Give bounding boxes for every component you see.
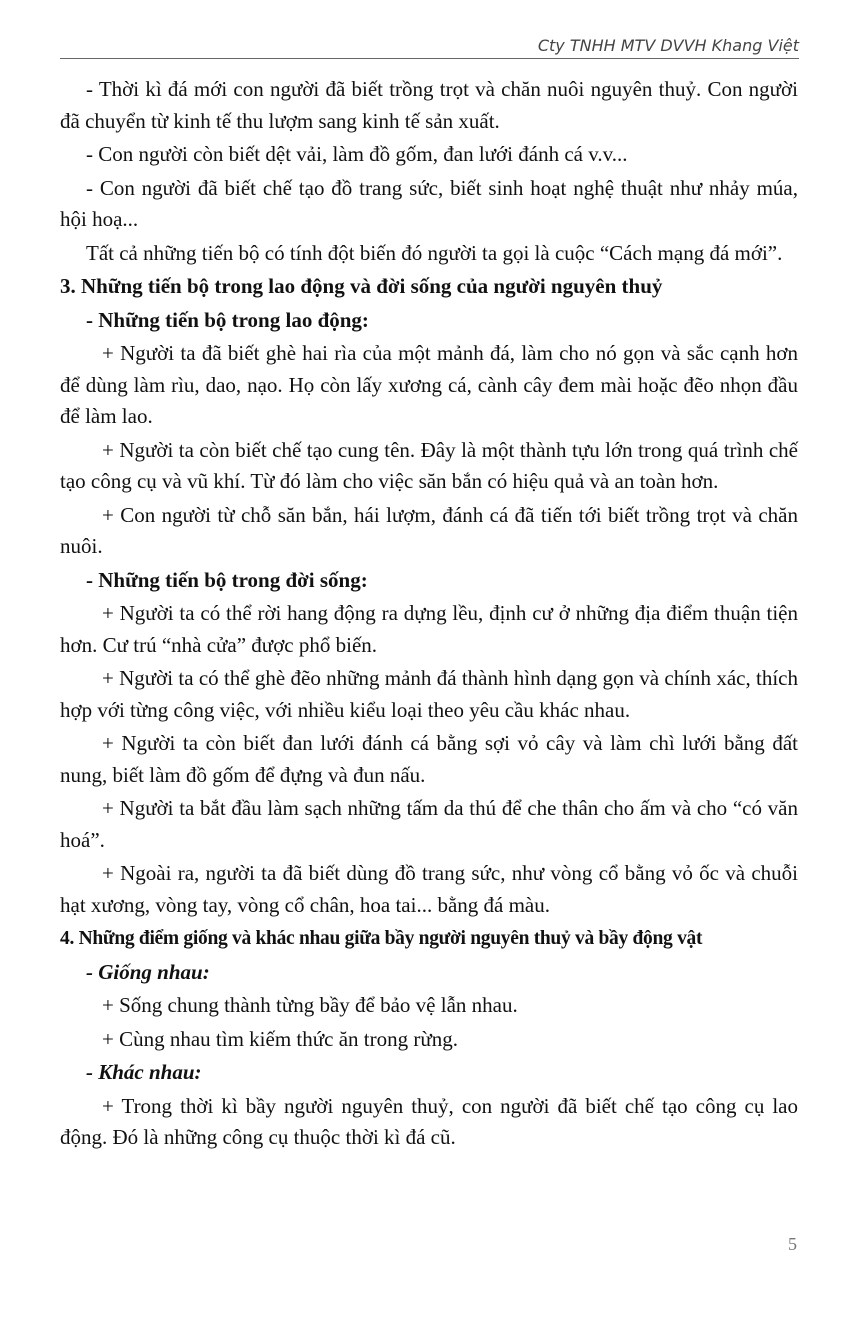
list-item: + Trong thời kì bầy người nguyên thuỷ, con người đã biết chế tạo công cụ lao động. Đó là những công cụ thuộc thời kì đá cũ. bbox=[60, 1093, 798, 1149]
publisher-name: Cty TNHH MTV DVVH Khang Việt bbox=[537, 36, 799, 55]
list-item: + Người ta bắt đầu làm sạch những tấm da thú để che thân cho ấm và cho “có văn hoá”. bbox=[60, 796, 798, 852]
list-item: + Ngoài ra, người ta đã biết dùng đồ trang sức, như vòng cổ bằng vỏ ốc và chuỗi hạt xương, vòng tay, vòng cổ chân, hoa tai... bằng đá màu. bbox=[60, 861, 798, 917]
page-body bbox=[60, 74, 798, 1156]
paragraph: - Con người còn biết dệt vải, làm đồ gốm, đan lưới đánh cá v.v... bbox=[86, 142, 628, 166]
paragraph: - Con người đã biết chế tạo đồ trang sức, biết sinh hoạt nghệ thuật như nhảy múa, hội hoạ... bbox=[60, 175, 798, 231]
labour-subheading: - Những tiến bộ trong lao động: bbox=[86, 307, 369, 332]
same-subheading: - Giống nhau: bbox=[86, 959, 210, 984]
list-item: + Người ta đã biết ghè hai rìa của một mảnh đá, làm cho nó gọn và sắc cạnh hơn để dùng làm rìu, dao, nạo. Họ còn lấy xương cá, cành cây đem mài hoặc đẽo nhọn đầu để làm lao. bbox=[60, 341, 798, 428]
list-item: + Cùng nhau tìm kiếm thức ăn trong rừng. bbox=[102, 1026, 458, 1051]
life-subheading: - Những tiến bộ trong đời sống: bbox=[86, 567, 368, 592]
list-item: + Sống chung thành từng bầy để bảo vệ lẫn nhau. bbox=[102, 993, 518, 1017]
list-item: + Người ta có thể rời hang động ra dựng lều, định cư ở những địa điểm thuận tiện hơn. Cư trú “nhà cửa” được phổ biến. bbox=[60, 601, 798, 657]
paragraph: Tất cả những tiến bộ có tính đột biến đó người ta gọi là cuộc “Cách mạng đá mới”. bbox=[86, 240, 783, 265]
list-item: + Người ta còn biết chế tạo cung tên. Đây là một thành tựu lớn trong quá trình chế tạo công cụ và vũ khí. Từ đó làm cho việc săn bắn có hiệu quả và an toàn hơn. bbox=[60, 437, 798, 493]
diff-subheading: - Khác nhau: bbox=[86, 1060, 202, 1084]
page-number: 5 bbox=[788, 1234, 797, 1254]
section-4-heading: 4. Những điểm giống và khác nhau giữa bầy người nguyên thuỷ và bầy động vật bbox=[60, 928, 703, 949]
list-item: + Con người từ chỗ săn bắn, hái lượm, đánh cá đã tiến tới biết trồng trọt và chăn nuôi. bbox=[60, 502, 798, 558]
list-item: + Người ta có thể ghè đẽo những mảnh đá thành hình dạng gọn và chính xác, thích hợp với từng công việc, với nhiều kiểu loại theo yêu cầu khác nhau. bbox=[60, 666, 798, 722]
section-3-heading: 3. Những tiến bộ trong lao động và đời sống của người nguyên thuỷ bbox=[60, 274, 663, 298]
running-header bbox=[60, 34, 799, 59]
paragraph: - Thời kì đá mới con người đã biết trồng trọt và chăn nuôi nguyên thuỷ. Con người đã chuyển từ kinh tế thu lượm sang kinh tế sản xuất. bbox=[60, 77, 798, 133]
list-item: + Người ta còn biết đan lưới đánh cá bằng sợi vỏ cây và làm chì lưới bằng đất nung, biết làm đồ gốm để đựng và đun nấu. bbox=[60, 731, 798, 787]
